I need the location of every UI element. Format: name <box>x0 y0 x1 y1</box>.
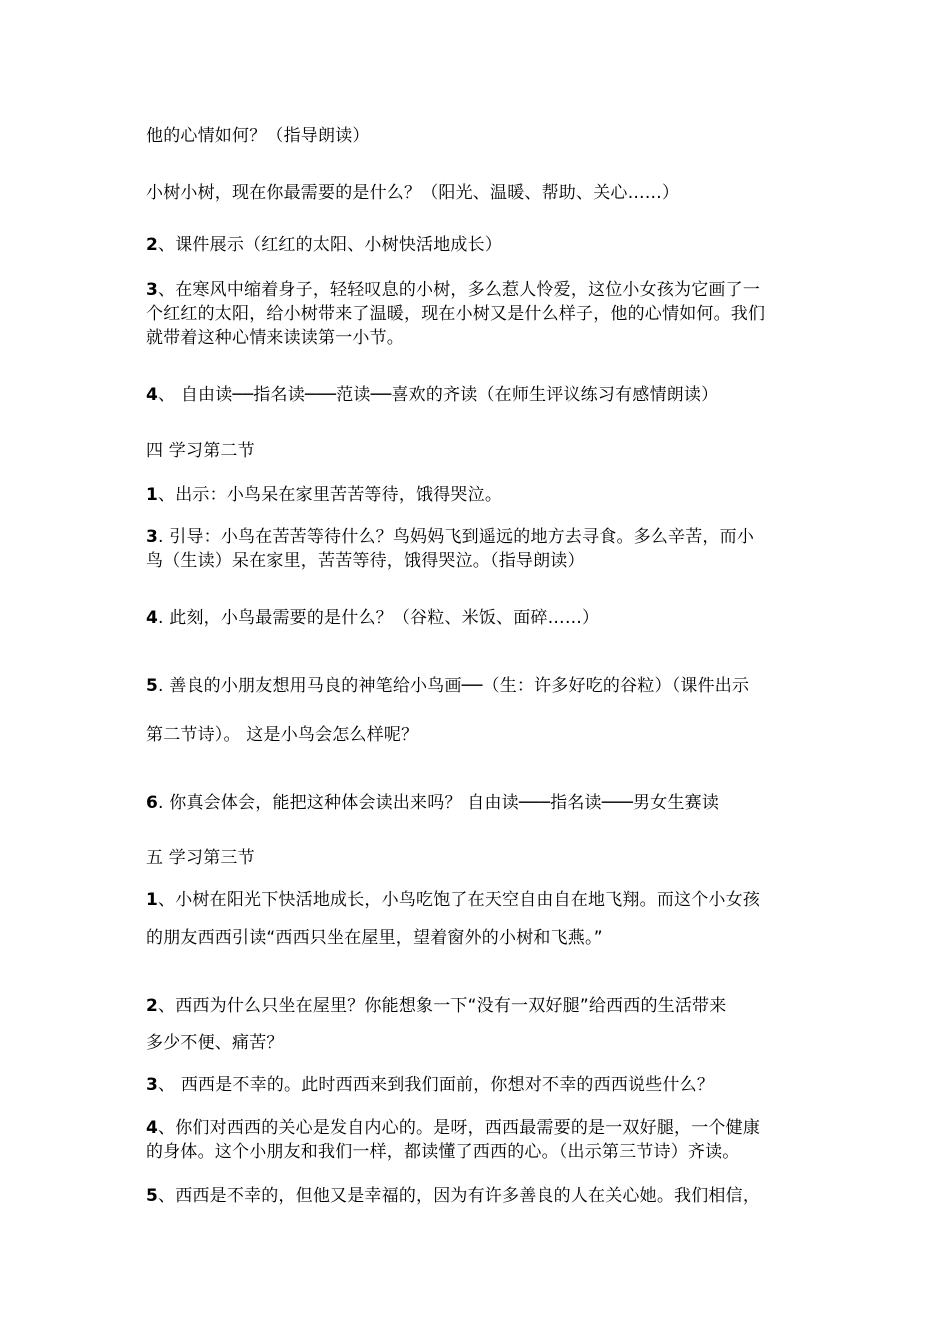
text-line: 4. 此刻，小鸟最需要的是什么？（谷粒、米饭、面碎……） <box>146 608 600 628</box>
text-line: 鸟（生读）呆在家里，苦苦等待，饿得哭泣。（指导朗读） <box>146 551 585 571</box>
text-line: 的身体。这个小朋友和我们一样，都读懂了西西的心。（出示第三节诗）齐读。 <box>146 1142 740 1162</box>
text-line: 1、出示：小鸟呆在家里苦苦等待，饿得哭泣。 <box>146 485 503 505</box>
text-line: 2、课件展示（红红的太阳、小树快活地成长） <box>146 235 503 255</box>
text-line: 4、 自由读──指名读───范读──喜欢的齐读（在师生评议练习有感情朗读） <box>146 385 719 405</box>
text-line: 小树小树，现在你最需要的是什么？（阳光、温暖、帮助、关心……） <box>146 183 680 203</box>
text-line: 3、 西西是不幸的。此时西西来到我们面前，你想对不幸的西西说些什么？ <box>146 1075 715 1095</box>
text-line: 5、西西是不幸的，但他又是幸福的，因为有许多善良的人在关心她。我们相信， <box>146 1186 761 1206</box>
text-line: 4、你们对西西的关心是发自内心的。是呀，西西最需要的是一双好腿，一个健康 <box>146 1118 761 1138</box>
text-line: 2、西西为什么只坐在屋里？你能想象一下“没有一双好腿”给西西的生活带来 <box>146 996 727 1016</box>
section-heading: 五 学习第三节 <box>146 848 255 868</box>
text-line: 第二节诗）。 这是小鸟会怎么样呢？ <box>146 725 419 745</box>
text-line: 3、在寒风中缩着身子，轻轻叹息的小树，多么惹人怜爱，这位小女孩为它画了一 <box>146 280 761 300</box>
text-line: 3. 引导：小鸟在苦苦等待什么？鸟妈妈飞到遥远的地方去寻食。多么辛苦，而小 <box>146 527 755 547</box>
text-line: 个红红的太阳，给小树带来了温暖，现在小树又是什么样子，他的心情如何。我们 <box>146 304 766 324</box>
text-line: 多少不便、痛苦？ <box>146 1033 284 1053</box>
text-line: 的朋友西西引读“西西只坐在屋里，望着窗外的小树和飞燕。” <box>146 928 603 948</box>
text-line: 他的心情如何？（指导朗读） <box>146 126 370 146</box>
text-line: 5. 善良的小朋友想用马良的神笔给小鸟画──（生：许多好吃的谷粒）（课件出示 <box>146 676 750 696</box>
section-heading: 四 学习第二节 <box>146 441 255 461</box>
text-line: 6. 你真会体会，能把这种体会读出来吗？ 自由读───指名读───男女生赛读 <box>146 793 720 813</box>
text-line: 1、小树在阳光下快活地成长，小鸟吃饱了在天空自由自在地飞翔。而这个小女孩 <box>146 890 761 910</box>
text-line: 就带着这种心情来读读第一小节。 <box>146 328 404 348</box>
